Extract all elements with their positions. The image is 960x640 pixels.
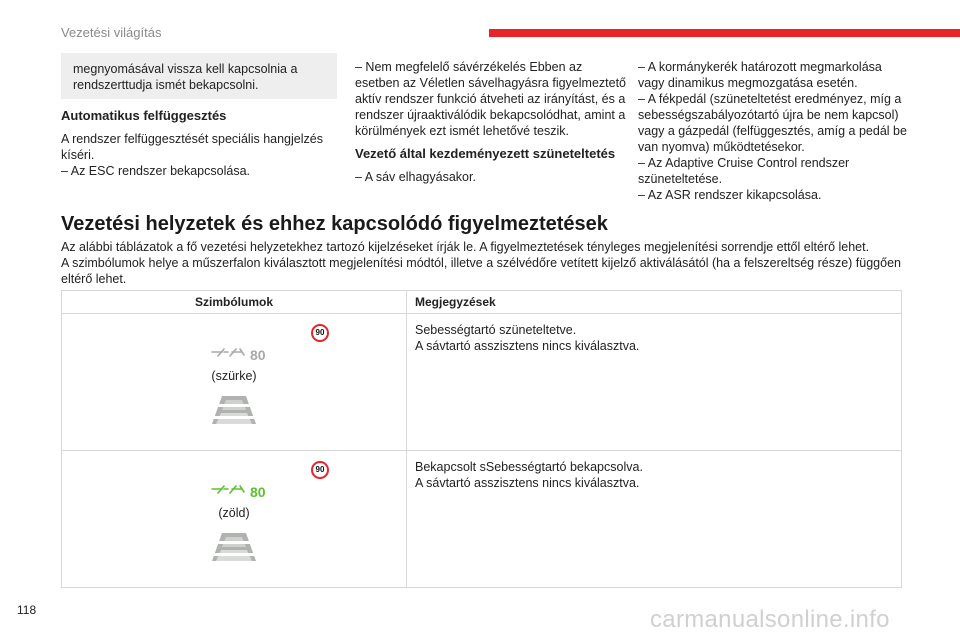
col3-line: – Az Adaptive Cruise Control rendszer	[638, 156, 850, 170]
speed-limit-sign-icon: 90	[311, 461, 329, 479]
header-accent-bar	[489, 29, 960, 37]
col2-line: aktív rendszer funkció átveheti az irányítást, és a	[355, 92, 626, 106]
col3-line: – A kormánykerék határozott megmarkolása	[638, 60, 882, 74]
notes-cell	[407, 314, 902, 451]
table-header-symbols: Szimbólumok	[62, 291, 407, 314]
speed-limit-sign-icon: 90	[311, 324, 329, 342]
note-line: A sávtartó asszisztens nincs kiválasztva.	[415, 339, 640, 353]
symbol-cell	[62, 314, 407, 451]
lane-road-icon	[212, 533, 256, 561]
intro-line: A szimbólumok helye a műszerfalon kiválasztott megjelenítési módtól, illetve a szélvédőre vetített kijelző aktiválásától (ha a felszereltség része) függően	[61, 256, 901, 270]
symbols-table	[61, 290, 902, 588]
set-speed-value: 80	[250, 347, 266, 363]
col3-line: vagy a gázpedál (felfüggesztés, amíg a pedál be	[638, 124, 907, 138]
section-intro	[61, 239, 901, 287]
table-row	[62, 314, 902, 451]
symbol-group	[62, 451, 406, 571]
symbol-cell	[62, 451, 407, 588]
lane-keeping-line-icon	[210, 483, 246, 499]
col2-line: rendszer újraaktiválódik bekapcsolódhat, amint a	[355, 108, 626, 122]
lane-road-icon	[212, 396, 256, 424]
col1-line: kíséri.	[61, 148, 95, 162]
table-header-notes: Megjegyzések	[407, 291, 902, 314]
col2-line: – A sáv elhagyásakor.	[355, 170, 476, 184]
col2-heading: Vezető által kezdeményezett szüneteltetés	[355, 146, 616, 161]
note-line: A sávtartó asszisztens nincs kiválasztva.	[415, 476, 640, 490]
lane-keeping-line-icon	[210, 346, 246, 362]
column-2	[355, 59, 627, 185]
col3-line: van nyomva) működtetésekor.	[638, 140, 805, 154]
col3-line: sebességszabályozótartó újra be nem kapcsol)	[638, 108, 899, 122]
col2-line: esetben az Véletlen sávelhagyásra figyelmeztető	[355, 76, 626, 90]
col1-heading: Automatikus felfüggesztés	[61, 108, 227, 123]
symbol-group	[62, 314, 406, 434]
col1-line: A rendszer felfüggesztését speciális hangjelzés	[61, 132, 323, 146]
running-header: Vezetési világítás	[61, 25, 162, 40]
symbol-caption: (szürke)	[211, 369, 257, 383]
col1-line: – Az ESC rendszer bekapcsolása.	[61, 164, 250, 178]
page-number: 118	[17, 603, 37, 617]
section-title: Vezetési helyzetek és ehhez kapcsolódó figyelmeztetések	[61, 213, 608, 235]
column-1	[61, 108, 337, 179]
note-line: Sebességtartó szüneteltetve.	[415, 323, 577, 337]
intro-line: eltérő lehet.	[61, 272, 127, 286]
col3-line: szüneteltetése.	[638, 172, 723, 186]
col3-line: vagy dinamikus megmozgatása esetén.	[638, 76, 858, 90]
set-speed-value: 80	[250, 484, 266, 500]
col2-line: körülmények ezt ismét lehetővé teszik.	[355, 124, 569, 138]
note-line: Bekapcsolt sSebességtartó bekapcsolva.	[415, 460, 643, 474]
table-row	[62, 451, 902, 588]
notes-cell	[407, 451, 902, 588]
note-box: megnyomásával vissza kell kapcsolnia a rendszerttudja ismét bekapcsolni.	[61, 53, 337, 99]
column-3	[638, 59, 908, 203]
col2-line: – Nem megfelelő sávérzékelés Ebben az	[355, 60, 583, 74]
col3-line: – A fékpedál (szüneteltetést eredményez, míg a	[638, 92, 902, 106]
table-header-row	[62, 291, 902, 314]
col3-line: – Az ASR rendszer kikapcsolása.	[638, 188, 822, 202]
intro-line: Az alábbi táblázatok a fő vezetési helyzetekhez tartozó kijelzéseket írják le. A figyelmeztetések tényleges megjelenítési sorrendje ettől eltérő lehet.	[61, 240, 870, 254]
symbol-caption: (zöld)	[218, 506, 250, 520]
watermark: carmanualsonline.info	[650, 606, 890, 633]
